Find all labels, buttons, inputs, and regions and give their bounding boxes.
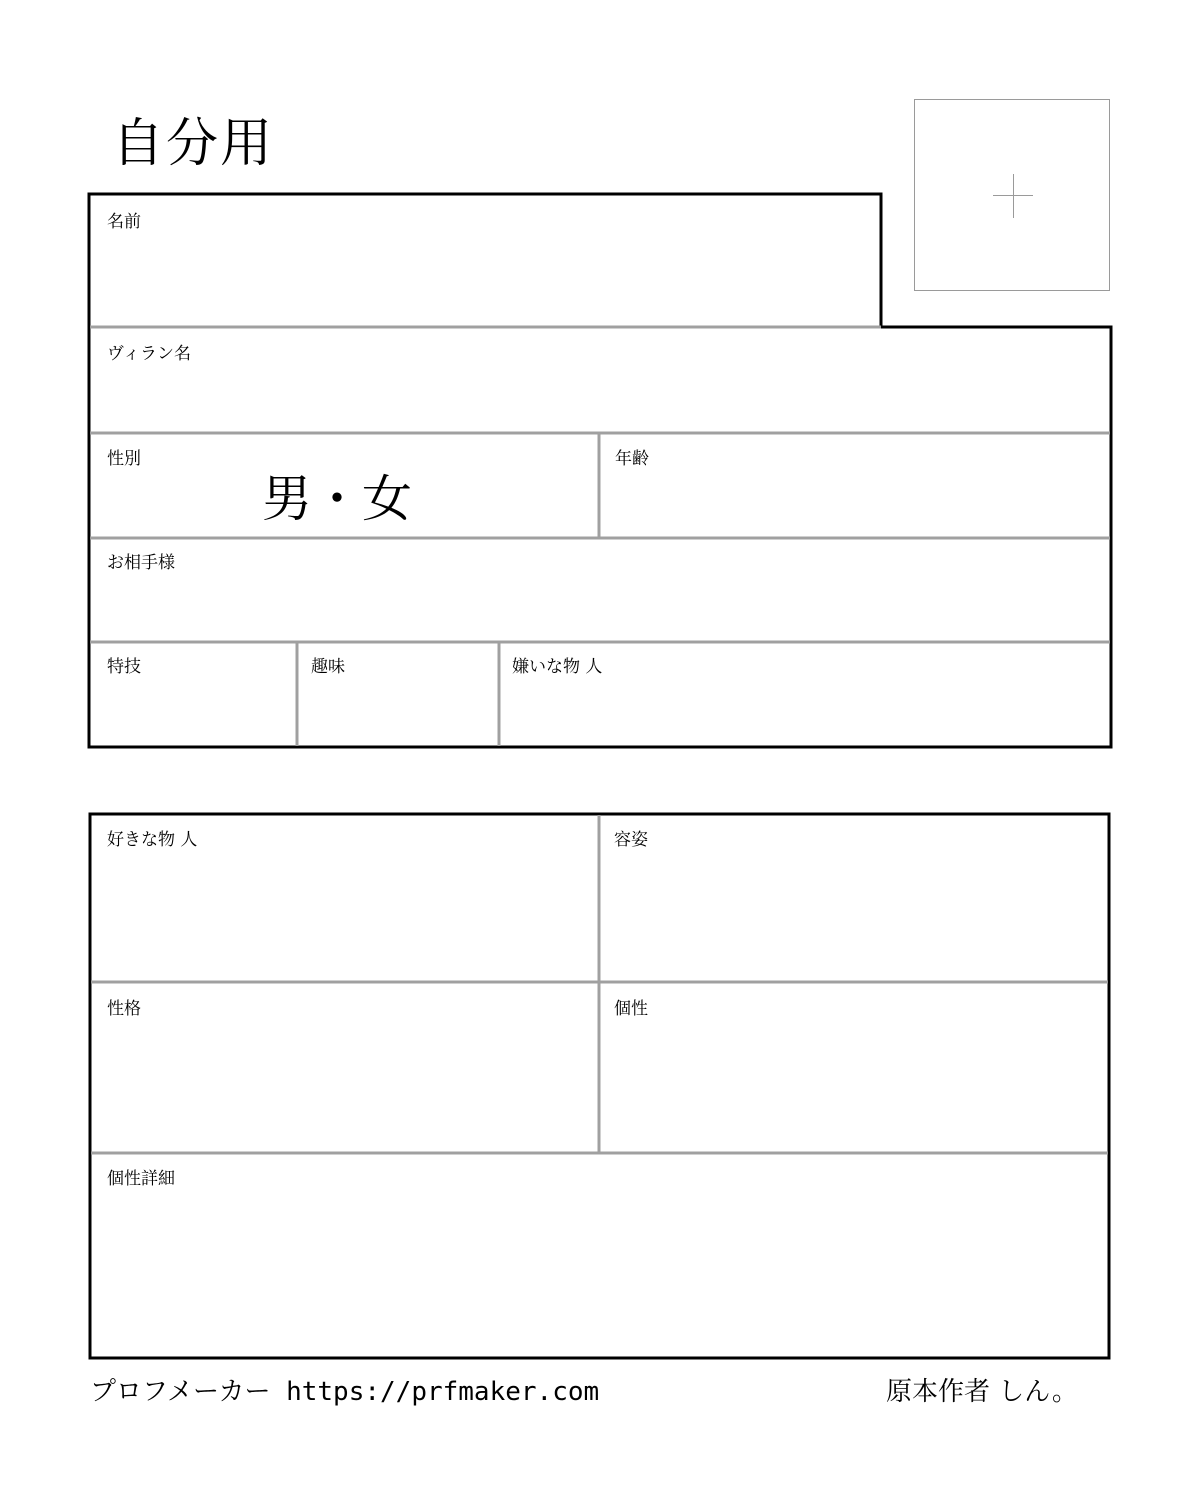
age-field[interactable] bbox=[601, 475, 1108, 535]
appearance-label: 容姿 bbox=[614, 830, 648, 850]
gender-options[interactable]: 男・女 bbox=[262, 470, 412, 528]
skill-label: 特技 bbox=[107, 657, 141, 677]
name-field[interactable] bbox=[91, 240, 879, 325]
footer-credit-link[interactable]: プロフメーカー https://prfmaker.com bbox=[90, 1377, 600, 1407]
quirk-label: 個性 bbox=[614, 999, 648, 1019]
appearance-field[interactable] bbox=[601, 858, 1107, 980]
personality-label: 性格 bbox=[107, 999, 141, 1019]
dislikes-field[interactable] bbox=[501, 684, 1109, 744]
age-label: 年齢 bbox=[615, 449, 649, 469]
likes-label: 好きな物 人 bbox=[107, 830, 198, 850]
footer-author: 原本作者 しん。 bbox=[886, 1377, 1078, 1407]
hobby-field[interactable] bbox=[299, 684, 497, 744]
partner-field[interactable] bbox=[91, 580, 1109, 639]
plus-icon-vertical bbox=[1013, 174, 1014, 218]
partner-label: お相手様 bbox=[107, 553, 175, 573]
name-label: 名前 bbox=[107, 212, 141, 232]
villain-name-field[interactable] bbox=[91, 372, 1109, 430]
photo-upload-box[interactable] bbox=[914, 99, 1110, 291]
villain-name-label: ヴィラン名 bbox=[107, 344, 191, 364]
gender-label: 性別 bbox=[107, 449, 141, 469]
personality-field[interactable] bbox=[92, 1026, 597, 1151]
quirk-detail-label: 個性詳細 bbox=[107, 1169, 175, 1189]
dislikes-label: 嫌いな物 人 bbox=[512, 657, 603, 677]
quirk-field[interactable] bbox=[601, 1026, 1107, 1151]
page-title: 自分用 bbox=[112, 114, 275, 174]
hobby-label: 趣味 bbox=[311, 657, 345, 677]
skill-field[interactable] bbox=[91, 684, 295, 744]
quirk-detail-field[interactable] bbox=[92, 1196, 1107, 1356]
likes-field[interactable] bbox=[92, 858, 597, 980]
